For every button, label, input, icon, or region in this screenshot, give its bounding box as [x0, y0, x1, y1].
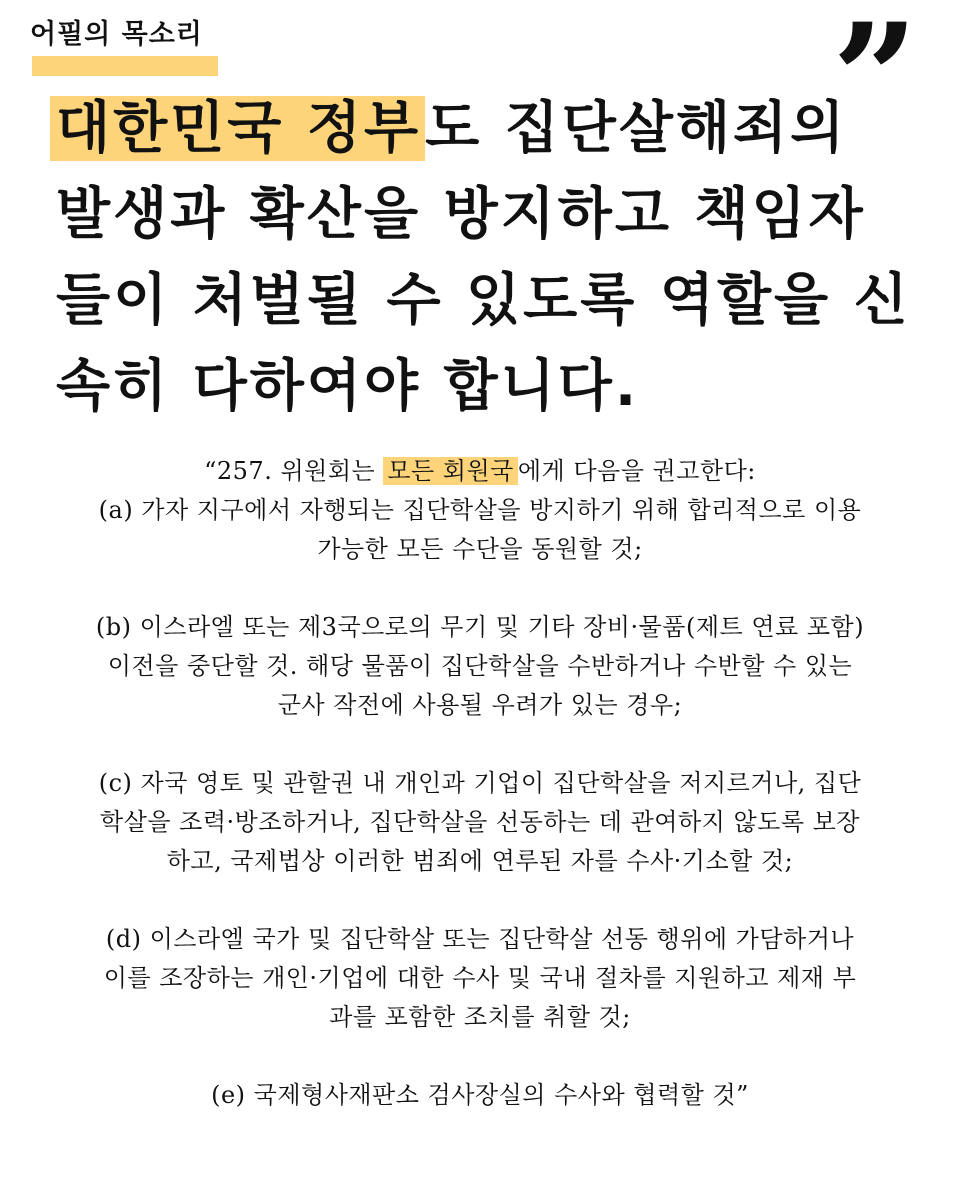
item-a-line-1: (a) 가자 지구에서 자행되는 집단학살을 방지하기 위해 합리적으로 이용: [98, 496, 862, 524]
quote-intro-highlight: 모든 회원국: [383, 457, 518, 485]
quote-intro: [14, 452, 946, 491]
quote-intro-text: “257. 위원회는: [204, 457, 384, 485]
closing-quote-icon: ”: [832, 0, 919, 167]
item-d: [14, 920, 946, 1037]
tag-label: 어필의 목소리: [30, 19, 203, 50]
item-c-line-2: 학살을 조력·방조하거나, 집단학살을 선동하는 데 관여하지 않도록 보장: [100, 808, 860, 836]
item-d-line-3: 과를 포함한 조치를 취할 것;: [329, 1003, 631, 1031]
item-c: [14, 764, 946, 881]
item-e: [14, 1076, 946, 1115]
item-b-line-3: 군사 작전에 사용될 우려가 있는 경우;: [277, 691, 683, 719]
headline-line-3: 들이 처벌될 수 있도록 역할을 신: [56, 268, 911, 333]
headline-line-2: 발생과 확산을 방지하고 책임자: [56, 182, 866, 247]
quote-intro-text-end: 에게 다음을 권고한다:: [517, 457, 756, 485]
item-d-line-1: (d) 이스라엘 국가 및 집단학살 또는 집단학살 선동 행위에 가담하거나: [105, 925, 855, 953]
item-b-line-1: (b) 이스라엘 또는 제3국으로의 무기 및 기타 장비·물품(제트 연료 포함): [95, 613, 865, 641]
item-a: [14, 491, 946, 569]
item-c-line-1: (c) 자국 영토 및 관할권 내 개인과 기업이 집단학살을 저지르거나, 집단: [98, 769, 862, 797]
tag-underline-bar: [32, 56, 218, 76]
headline-line-1-rest: 도 집단살해죄의: [425, 96, 848, 161]
headline-highlight: 대한민국 정부: [50, 96, 425, 161]
item-b-line-2: 이전을 중단할 것. 해당 물품이 집단학살을 수반하거나 수반할 수 있는: [107, 652, 853, 680]
headline-line-1: [56, 96, 847, 161]
item-c-line-3: 하고, 국제법상 이러한 범죄에 연루된 자를 수사·기소할 것;: [166, 847, 794, 875]
item-a-line-2: 가능한 모든 수단을 동원할 것;: [317, 535, 643, 563]
headline: [56, 86, 916, 430]
item-d-line-2: 이를 조장하는 개인·기업에 대한 수사 및 국내 절차를 지원하고 제재 부: [103, 964, 857, 992]
item-b: [14, 608, 946, 725]
quoted-recommendation: [14, 452, 946, 1115]
item-e-line-1: (e) 국제형사재판소 검사장실의 수사와 협력할 것”: [211, 1081, 749, 1109]
headline-line-4: 속히 다하여야 합니다.: [56, 354, 640, 419]
